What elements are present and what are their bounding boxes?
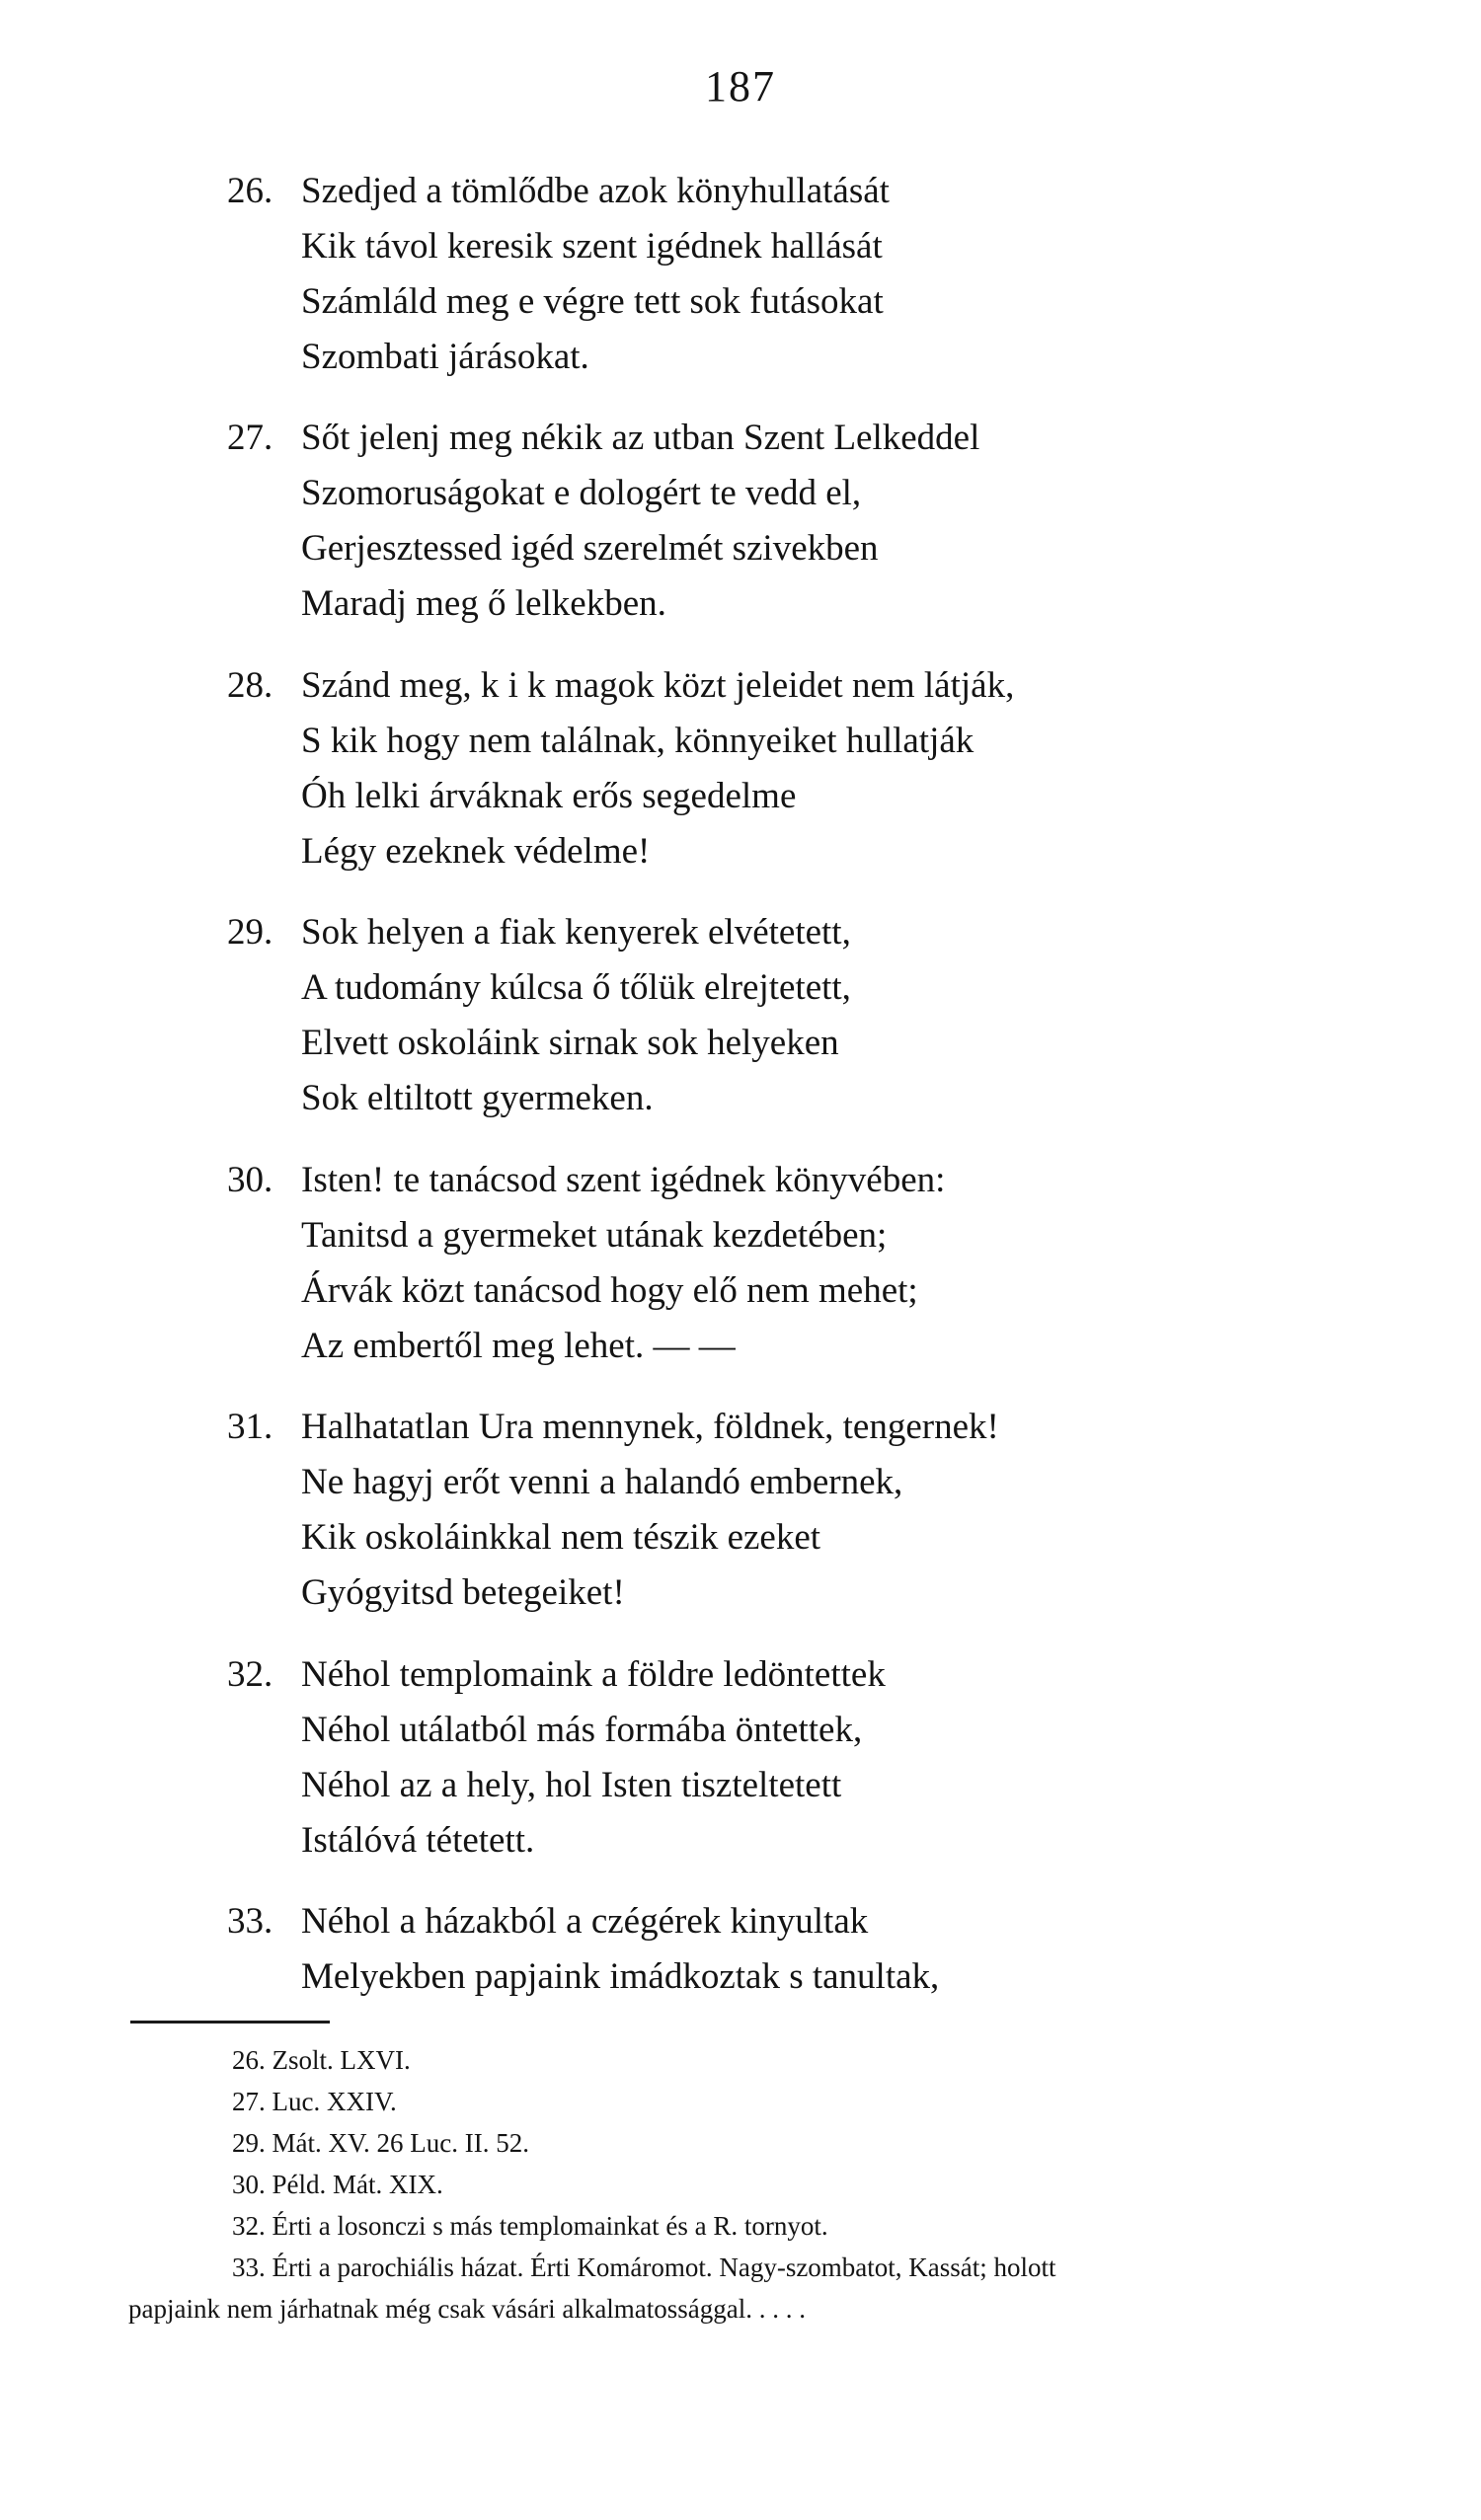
verse-line: Néhol templomaink a földre ledöntettek bbox=[301, 1654, 886, 1695]
footnote-divider bbox=[130, 2021, 330, 2024]
stanza-lines bbox=[301, 411, 979, 632]
stanza-number: 29. bbox=[227, 912, 273, 953]
footnotes bbox=[128, 2039, 1412, 2329]
verse-line: Ne hagyj erőt venni a halandó embernek, bbox=[301, 1462, 903, 1502]
stanza-number: 33. bbox=[227, 1901, 273, 1942]
stanza-number: 31. bbox=[227, 1407, 273, 1447]
stanza-number: 32. bbox=[227, 1654, 273, 1695]
verse-line: A tudomány kúlcsa ő tőlük elrejtetett, bbox=[301, 967, 851, 1008]
footnote: 27. Luc. XXIV. bbox=[232, 2087, 397, 2116]
footnote: 32. Érti a losonczi s más templomainkat és a R. tornyot. bbox=[232, 2211, 828, 2241]
page-number: 187 bbox=[705, 62, 776, 111]
verse-line: Szomoruságokat e dologért te vedd el, bbox=[301, 473, 862, 513]
stanza-lines bbox=[301, 658, 1014, 879]
verse-line: Árvák közt tanácsod hogy elő nem mehet; bbox=[301, 1270, 918, 1311]
verse-line: Melyekben papjaink imádkoztak s tanultak, bbox=[301, 1956, 940, 1997]
verse-line: Kik oskoláinkkal nem tészik ezeket bbox=[301, 1517, 821, 1558]
verse-line: Sok eltiltott gyermeken. bbox=[301, 1078, 654, 1118]
stanza-number: 28. bbox=[227, 665, 273, 706]
stanza-lines bbox=[301, 1153, 945, 1374]
verse-line: Gerjesztessed igéd szerelmét szivekben bbox=[301, 528, 879, 569]
verse-line: Kik távol keresik szent igédnek hallását bbox=[301, 226, 883, 267]
stanza-lines bbox=[301, 164, 890, 385]
verse-line: S kik hogy nem találnak, könnyeiket hullatják bbox=[301, 721, 974, 761]
verse-line: Néhol a házakból a czégérek kinyultak bbox=[301, 1901, 869, 1942]
stanza-number: 26. bbox=[227, 171, 273, 211]
footnote: 33. Érti a parochiális házat. Érti Komáromot. Nagy-szombatot, Kassát; holott bbox=[232, 2253, 1056, 2282]
verse-line: Sok helyen a fiak kenyerek elvétetett, bbox=[301, 912, 851, 953]
verse-line: Istálóvá tétetett. bbox=[301, 1820, 535, 1861]
verse-line: Szombati járásokat. bbox=[301, 337, 589, 377]
verse-line: Tanitsd a gyermeket utának kezdetében; bbox=[301, 1215, 888, 1256]
verse-line: Gyógyitsd betegeiket! bbox=[301, 1572, 625, 1613]
verse-line: Sőt jelenj meg nékik az utban Szent Lelkeddel bbox=[301, 418, 980, 458]
stanza-lines bbox=[301, 1400, 999, 1621]
stanza-number: 30. bbox=[227, 1160, 273, 1200]
stanza-lines bbox=[301, 905, 851, 1126]
verse-line: Elvett oskoláink sirnak sok helyeken bbox=[301, 1023, 839, 1063]
footnote-continuation: papjaink nem járhatnak még csak vásári alkalmatossággal. . . . . bbox=[128, 2294, 807, 2324]
stanza-lines bbox=[301, 1894, 939, 2005]
stanza-number: 27. bbox=[227, 418, 273, 458]
verse-line: Isten! te tanácsod szent igédnek könyvében: bbox=[301, 1160, 946, 1200]
verse-line: Maradj meg ő lelkekben. bbox=[301, 583, 666, 624]
verse-line: Az embertől meg lehet. — — bbox=[301, 1326, 736, 1366]
verse-line: Néhol utálatból más formába öntettek, bbox=[301, 1710, 863, 1750]
footnote: 30. Péld. Mát. XIX. bbox=[232, 2170, 443, 2199]
verse-line: Néhol az a hely, hol Isten tiszteltetett bbox=[301, 1765, 842, 1805]
verse-line: Óh lelki árváknak erős segedelme bbox=[301, 776, 797, 816]
footnote: 26. Zsolt. LXVI. bbox=[232, 2045, 411, 2075]
verse-line: Szánd meg, k i k magok közt jeleidet nem látják, bbox=[301, 665, 1015, 706]
verse-line: Számláld meg e végre tett sok futásokat bbox=[301, 281, 884, 322]
verse-line: Szedjed a tömlődbe azok könyhullatását bbox=[301, 171, 890, 211]
stanza-lines bbox=[301, 1647, 886, 1869]
verse-line: Halhatatlan Ura mennynek, földnek, tengernek! bbox=[301, 1407, 999, 1447]
verse-line: Légy ezeknek védelme! bbox=[301, 831, 651, 872]
footnote: 29. Mát. XV. 26 Luc. II. 52. bbox=[232, 2128, 529, 2158]
